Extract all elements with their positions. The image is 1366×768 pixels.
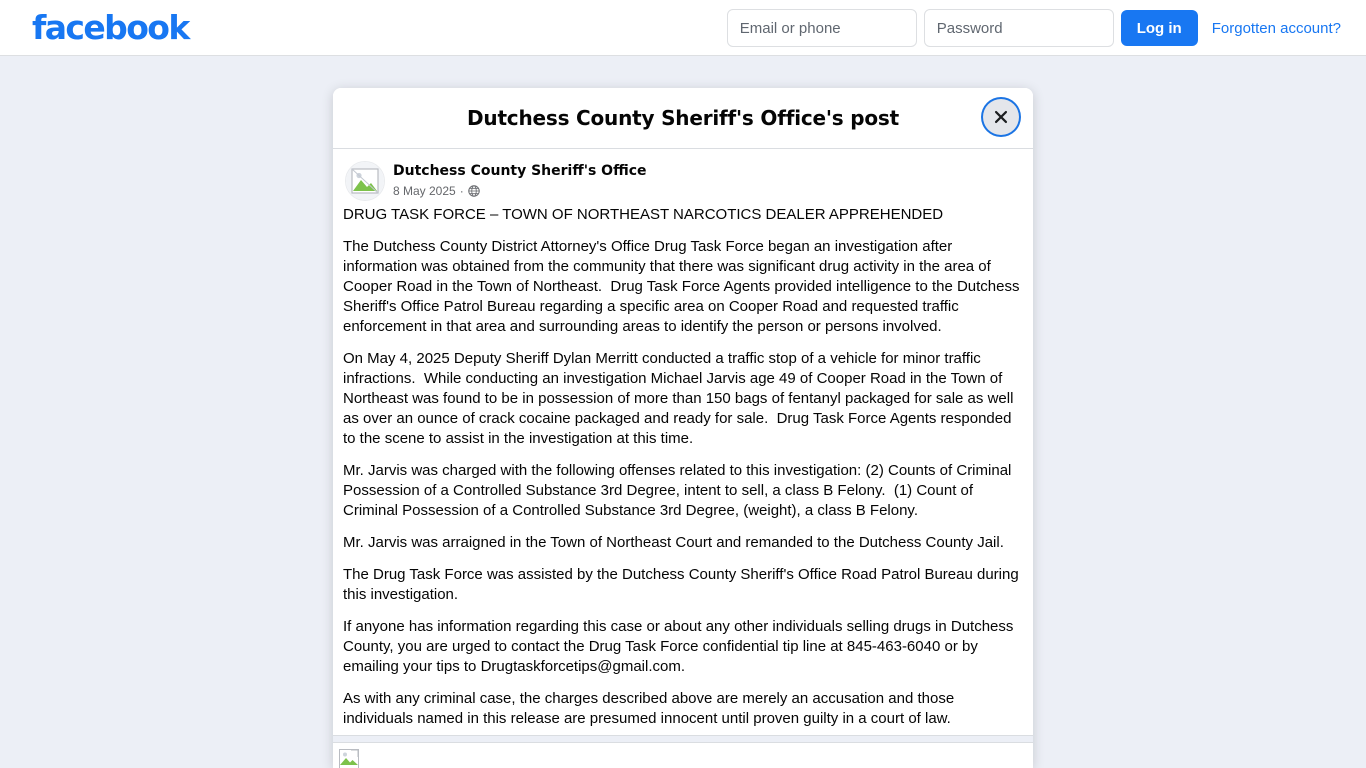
post-paragraph: As with any criminal case, the charges described above are merely an accusation and those individuals named in this release are presumed innocent until proven guilty in a court of law. <box>343 690 959 727</box>
post-date[interactable]: 8 May 2025 <box>393 184 456 198</box>
facebook-login-bar <box>0 0 1366 56</box>
post-paragraph: Mr. Jarvis was arraigned in the Town of Northeast Court and remanded to the Dutchess County Jail. <box>343 534 1004 551</box>
post-author-name[interactable]: Dutchess County Sheriff's Office <box>393 163 647 179</box>
post-dialog <box>333 88 1033 768</box>
post-meta <box>393 183 647 199</box>
avatar[interactable] <box>345 161 385 201</box>
post-attachment[interactable] <box>333 743 1033 768</box>
post-paragraph: Mr. Jarvis was charged with the following offenses related to this investigation: (2) Counts of Criminal Possession of a Controlled Substance 3rd Degree, intent to sell, a class B Felony. (1) Count of Criminal Possession of a Controlled Substance 3rd Degree, (weight), a class B Felony. <box>343 462 1016 519</box>
post-author-block <box>393 161 647 199</box>
forgotten-account-link[interactable]: Forgotten account? <box>1211 19 1341 37</box>
email-or-phone-input[interactable] <box>727 9 917 47</box>
post-paragraph: On May 4, 2025 Deputy Sheriff Dylan Merritt conducted a traffic stop of a vehicle for minor traffic infractions. While conducting an investigation Michael Jarvis age 49 of Cooper Road in the Town of Northeast was found to be in possession of more than 150 bags of fentanyl packaged for sale as well as over an ounce of crack cocaine packaged and ready for sale. Drug Task Force Agents responded to the scene to assist in the investigation at this time. <box>343 350 1018 447</box>
post-paragraph: If anyone has information regarding this case or about any other individuals selling drugs in Dutchess County, you are urged to contact the Drug Task Force confidential tip line at 845-463-6040 or by emailing your tips to Drugtaskforcetips@gmail.com. <box>343 618 1018 675</box>
log-in-button[interactable]: Log in <box>1121 10 1198 46</box>
post-paragraph: The Dutchess County District Attorney's Office Drug Task Force began an investigation after information was obtained from the community that there was significant drug activity in the area of Cooper Road in the Town of Northeast. Drug Task Force Agents provided intelligence to the Dutchess Sheriff's Office Patrol Bureau regarding a specific area on Cooper Road and requested traffic enforcement in that area and surrounding areas to identify the person or persons involved. <box>343 238 1024 335</box>
post-scroll-area[interactable] <box>333 149 1033 768</box>
password-input[interactable] <box>924 9 1114 47</box>
login-form <box>727 9 1356 47</box>
post-paragraph: The Drug Task Force was assisted by the Dutchess County Sheriff's Office Road Patrol Bureau during this investigation. <box>343 566 1023 603</box>
broken-image-icon <box>339 749 359 768</box>
globe-icon[interactable] <box>468 185 480 197</box>
post-paragraph: DRUG TASK FORCE – TOWN OF NORTHEAST NARCOTICS DEALER APPREHENDED <box>343 206 944 223</box>
post-body-text <box>333 205 1033 735</box>
broken-image-icon <box>346 162 384 200</box>
dialog-header <box>333 88 1033 149</box>
dialog-title: Dutchess County Sheriff's Office's post <box>467 106 899 130</box>
meta-separator: · <box>459 184 464 198</box>
post-media-separator <box>333 735 1033 743</box>
post-header <box>333 149 1033 205</box>
facebook-logo[interactable]: facebook <box>32 8 189 47</box>
close-button[interactable] <box>983 99 1019 135</box>
close-icon <box>992 108 1010 126</box>
